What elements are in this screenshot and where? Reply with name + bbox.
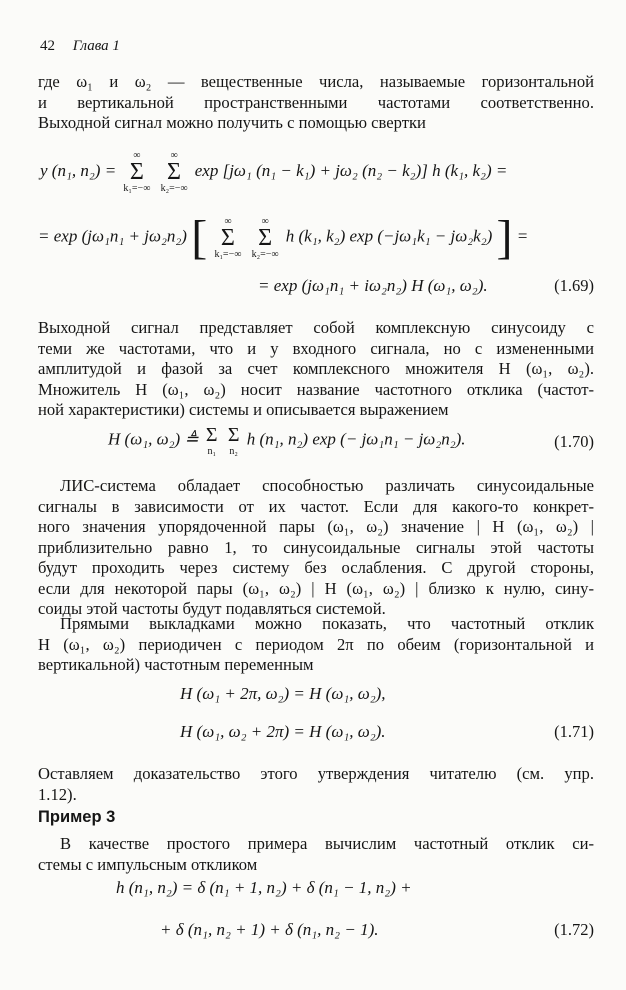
eq-body: h (n₁, n₂) exp (− jω₁n₁ − jω₂n₂). xyxy=(246,429,466,449)
eq-end: = xyxy=(516,226,529,246)
equation-1-70 xyxy=(108,424,466,457)
text-line: и вертикальной пространственными частотами соответственно. xyxy=(38,92,594,112)
paragraph-intro xyxy=(38,72,594,134)
text-line: 1.12). xyxy=(38,784,77,804)
sum-symbol: ∞ Σ k₁=−∞ xyxy=(214,215,242,260)
paragraph-output-signal xyxy=(38,318,594,421)
equation-number: (1.69) xyxy=(554,276,594,295)
equation-1-71-line2: H (ω₁, ω₂ + 2π) = H (ω₁, ω₂). xyxy=(180,722,386,741)
sum-symbol: Σ n₂ xyxy=(227,424,240,457)
text-line: стемы с импульсным откликом xyxy=(38,854,258,874)
text-line: амплитудой и фазой за счет комплексного множителя H (ω₁, ω₂). xyxy=(38,359,594,378)
text-line: сигналы в зависимости от их частот. Если для какого-то конкрет- xyxy=(38,496,594,516)
text-line: приблизительно равно 1, то синусоидальные сигналы этой частоты xyxy=(38,537,594,557)
paragraph-lis-system xyxy=(38,476,594,620)
chapter-title: Глава 1 xyxy=(72,38,120,54)
text-line: Выходной сигнал можно получить с помощью свертки xyxy=(38,113,426,132)
equation-1-72-line1: h (n₁, n₂) = δ (n₁ + 1, n₂) + δ (n₁ − 1, n₂) + xyxy=(116,878,412,897)
page-number: 42 xyxy=(40,38,55,54)
text-line: Оставляем доказательство этого утверждения читателю (см. упр. xyxy=(38,764,594,783)
right-bracket: ] xyxy=(496,211,513,264)
paragraph-periodicity xyxy=(38,614,594,676)
sum-symbol: Σ n₁ xyxy=(205,424,218,457)
eq-body: exp [jω₁ (n₁ − k₁) + jω₂ (n₂ − k₂)] h (k₁, k₂) = xyxy=(194,160,508,180)
paragraph-example xyxy=(38,834,594,875)
equation-number: (1.70) xyxy=(554,432,594,451)
sum-symbol: ∞ Σ k₂=−∞ xyxy=(251,215,279,260)
text-line: вертикальной) частотным переменным xyxy=(38,655,314,674)
eq-lhs: H (ω₁, ω₂) ≜ xyxy=(108,429,199,449)
text-line: соиды этой частоты будут подавляться системой. xyxy=(38,599,386,618)
text-line: ЛИС-система обладает способностью различать синусоидальные xyxy=(60,476,594,495)
text-line: Выходной сигнал представляет собой комплексную синусоиду с xyxy=(38,318,594,337)
left-bracket: [ xyxy=(191,211,208,264)
running-header xyxy=(40,38,120,55)
equation-1-72-line2: + δ (n₁, n₂ + 1) + δ (n₁, n₂ − 1). xyxy=(160,920,379,939)
text-line: будут проходить через систему без ослабления. С другой стороны, xyxy=(38,558,594,577)
text-line: если для некоторой пары (ω₁, ω₂) | H (ω₁, ω₂) | близко к нулю, сину- xyxy=(38,578,594,598)
text-line: H (ω₁, ω₂) периодичен с периодом 2π по обеим (горизонтальной и xyxy=(38,634,594,654)
text-line: Множитель H (ω₁, ω₂) носит название частотного отклика (частот- xyxy=(38,379,594,399)
eq-body: h (k₁, k₂) exp (−jω₁k₁ − jω₂k₂) xyxy=(285,226,493,246)
text-line: ного значения упорядоченной пары (ω₁, ω₂) значение | H (ω₁, ω₂) | xyxy=(38,517,594,536)
equation-1-69-line3: = exp (jω₁n₁ + iω₂n₂) H (ω₁, ω₂). xyxy=(258,276,488,295)
sum-symbol: ∞ Σ k₁=−∞ xyxy=(123,150,151,194)
eq-lhs: y (n₁, n₂) = xyxy=(40,160,117,180)
eq-lhs: = exp (jω₁n₁ + jω₂n₂) xyxy=(38,226,187,246)
equation-1-71-line1: H (ω₁ + 2π, ω₂) = H (ω₁, ω₂), xyxy=(180,684,386,703)
equation-number: (1.72) xyxy=(554,920,594,939)
text-line: где ω₁ и ω₂ — вещественные числа, называемые горизонтальной xyxy=(38,72,594,91)
text-line: теми же частотами, что и у входного сигнала, но с измененными xyxy=(38,338,594,358)
text-line: В качестве простого примера вычислим частотный отклик си- xyxy=(60,834,594,853)
text-line: Прямыми выкладками можно показать, что частотный отклик xyxy=(60,614,594,633)
sum-symbol: ∞ Σ k₂=−∞ xyxy=(160,150,188,194)
equation-1-69-line1 xyxy=(40,150,507,194)
equation-number: (1.71) xyxy=(554,722,594,741)
paragraph-proof-note xyxy=(38,764,594,805)
equation-1-69-line2 xyxy=(38,210,528,265)
example-heading: Пример 3 xyxy=(38,808,116,826)
text-line: ной характеристики) системы и описывается выражением xyxy=(38,400,449,419)
